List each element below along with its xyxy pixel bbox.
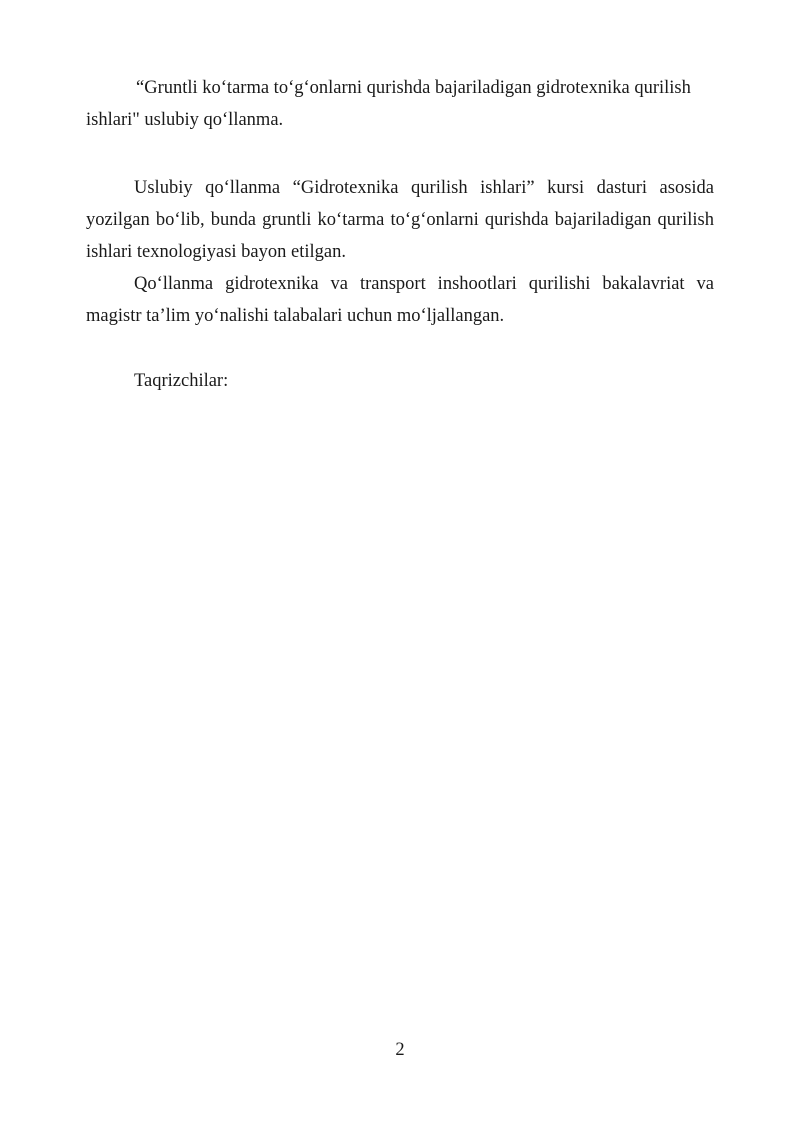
audience-paragraph: Qo‘llanma gidrotexnika va transport inshootlari qurilishi bakalavriat va magistr ta’lim yo‘nalishi talabalari uchun mo‘ljallangan. — [86, 274, 714, 326]
description-paragraph: Uslubiy qo‘llanma “Gidrotexnika qurilish ishlari” kursi dasturi asosida yozilgan bo‘lib, bunda gruntli ko‘tarma to‘g‘onlarni qurishda bajariladigan qurilish ishlari texnologiyasi bayon etilgan. — [86, 178, 714, 262]
intro-paragraph: “Gruntli ko‘tarma to‘g‘onlarni qurishda bajariladigan gidrotexnika qurilish ishlari" uslubiy qo‘llanma. — [86, 78, 691, 130]
page-number: 2 — [395, 1040, 405, 1060]
reviewers-label: Taqrizchilar: — [134, 371, 229, 391]
